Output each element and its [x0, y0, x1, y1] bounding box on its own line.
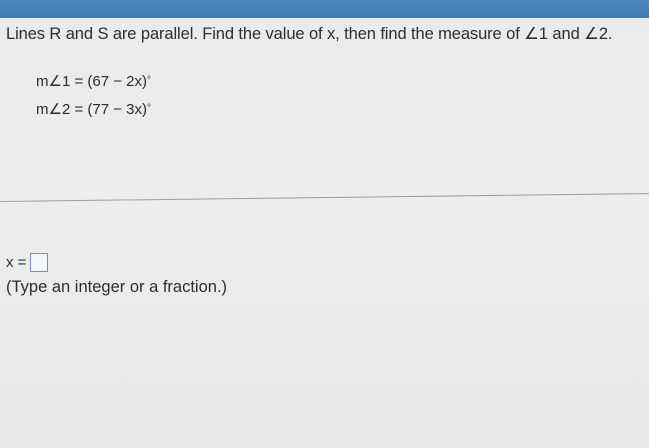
answer-hint: (Type an integer or a fraction.)	[6, 278, 228, 296]
angle-1-equation	[36, 72, 151, 90]
section-divider	[0, 193, 649, 202]
answer-label: x =	[6, 254, 27, 271]
angle-2-equation	[36, 100, 151, 118]
angle-1-expression: m∠1 = (67 − 2x)	[36, 73, 147, 90]
answer-row	[6, 253, 48, 272]
angle-2-expression: m∠2 = (77 − 3x)	[36, 101, 147, 118]
degree-symbol: °	[147, 75, 151, 86]
degree-symbol: °	[147, 103, 151, 114]
question-text: Lines R and S are parallel. Find the value of x, then find the measure of ∠1 and ∠2.	[6, 25, 613, 43]
header-bar	[0, 0, 649, 18]
answer-input[interactable]	[30, 253, 48, 272]
